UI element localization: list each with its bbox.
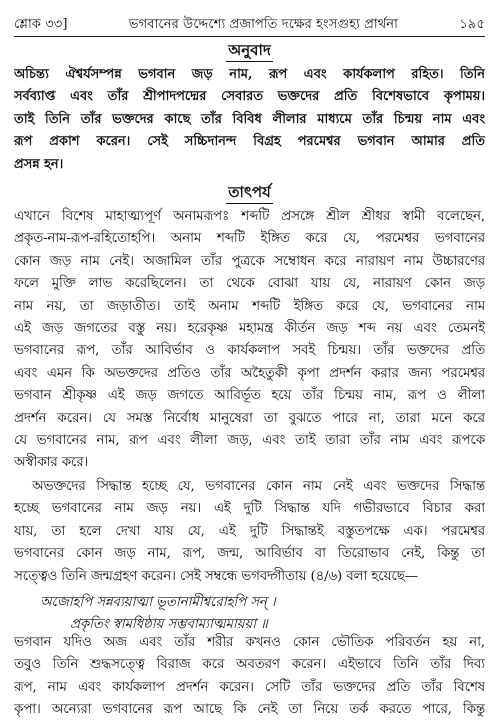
purport-paragraph-2 [14,476,485,588]
purport-heading: তাৎপর্য [0,182,499,204]
verse-reference: শ্লোক ৩৩] [14,17,68,32]
page-number: ১৯৫ [459,17,485,32]
purport-line: ভগবানের কোন জড় নাম, রূপ, জন্ম, আবির্ভাব বা তিরোভাব নেই, কিন্তু তা [14,546,485,562]
purport-line: অভক্তদের সিদ্ধান্ত হচ্ছে যে, ভগবানের কোন নাম নেই এবং ভক্তদের সিদ্ধান্ত [32,479,485,494]
translation-text [14,64,485,176]
purport-line: যে ভগবানের নাম, রূপ এবং লীলা জড়, এবং তাই তারা তাঁর নাম এবং রূপকে [14,432,485,448]
purport-line: ভগবান যদিও অজ এবং তাঁর শরীর কখনও কোন ভৌতিক পরিবর্তন হয় না, [14,635,485,650]
translation-line: প্রসন্ন হন। [14,156,64,172]
translation-line: তাই তিনি তাঁর ভক্তদের কাছে তাঁর বিবিধ লীলার মাধ্যমে তাঁর চিন্ময় নাম এবং [14,111,485,127]
running-header [14,8,485,37]
purport-line: কৃপা। অন্যেরা ভগবানের রূপ আছে কি নেই তা নিয়ে তর্ক করতে পারে, কিন্তু [14,702,485,718]
purport-line: কোন জড় নাম নেই। অজামিল তাঁর পুত্রকে সম্বোধন করে নারায়ণ নাম উচ্চারণের [14,253,485,269]
purport-paragraph-3 [14,632,485,722]
purport-line: যায়, তা হলে দেখা যায় যে, এই দুটি সিদ্ধান্তই বস্তুতপক্ষে এক। পরমেশ্বর [14,523,485,539]
translation-line: রূপ প্রকাশ করেন। সেই সচ্চিদানন্দ বিগ্রহ পরমেশ্বর ভগবান আমার প্রতি [14,134,485,150]
translation-line: অচিন্ত্য ঐশ্বর্যসম্পন্ন ভগবান জড় নাম, রূপ এবং কার্যকলাপ রহিত। তিনি [14,67,485,82]
purport-line: রূপ, নাম এবং কার্যকলাপ প্রদর্শন করেন। সেটি তাঁর ভক্তদের প্রতি তাঁর বিশেষ [14,679,485,695]
purport-line: ভগবানের রূপ, তাঁর আবির্ভাব ও কার্যকলাপ সবই চিন্ময়। তাঁর ভক্তদের প্রতি [14,343,485,359]
purport-paragraph-1 [14,206,485,475]
purport-line: ফলে মুক্তি লাভ করেছিলেন। তা থেকে বোঝা যায় যে, নারায়ণ কোন জড় [14,276,485,292]
purport-line: প্রকৃত-নাম-রূপ-রহিতোহপি। অনাম শব্দটি ইঙ্গিত করে যে, পরমেশ্বর ভগবানের [14,231,485,247]
verse-line: অজোহপি সন্নব্যয়াত্মা ভূতানামীশ্বরোহপি সন্ । [40,595,276,610]
purport-line: এই জড় জগতের বস্তু নয়। হরেকৃষ্ণ মহামন্ত্র কীর্তন জড় শব্দ নয় এবং তেমনই [14,320,485,336]
purport-line: ভগবান শ্রীকৃষ্ণ এই জড় জগতে আবির্ভূত হয়ে তাঁর চিন্ময় নাম, রূপ ও লীলা [14,388,485,404]
purport-line: এখানে বিশেষ মাহাত্ম্যপূর্ণ অনামরূপঃ শব্দটি প্রসঙ্গে শ্রীল শ্রীধর স্বামী বলেছেন, [14,209,485,224]
purport-line: সত্ত্বেও তিনি জন্মগ্রহণ করেন। সেই সম্বন্ধে ভগবদ্গীতায় (৪/৬) বলা হয়েছে— [14,568,418,584]
gita-verse [40,592,479,637]
chapter-title: ভগবানের উদ্দেশ্যে প্রজাপতি দক্ষের হংসগুহ্য প্রার্থনা [128,17,398,32]
purport-line: অস্বীকার করে। [14,455,89,471]
translation-heading: অনুবাদ [0,40,499,62]
purport-line: এবং এমন কি অভক্তদের প্রতিও তাঁর অহৈতুকী কৃপা প্রদর্শন করার জন্য পরমেশ্বর [14,365,485,381]
translation-line: সর্বব্যাপ্ত এবং তাঁর শ্রীপাদপদ্মের সেবারত ভক্তদের প্রতি বিশেষভাবে কৃপাময়। [14,89,485,105]
purport-line: নাম নয়, তা জড়াতীত। তাই অনাম শব্দটি ইঙ্গিত করে যে, ভগবানের নাম [14,298,485,314]
purport-line: তবুও তিনি শুদ্ধসত্ত্বে বিরাজ করে অবতরণ করেন। এইভাবে তিনি তাঁর দিব্য [14,657,485,673]
purport-line: হচ্ছে ভগবানের নাম জড় নয়। এই দুটি সিদ্ধান্ত যদি গভীরভাবে বিচার করা [14,501,485,517]
purport-line: প্রদর্শন করেন। যে সমস্ত নির্বোধ মানুষেরা তা বুঝতে পারে না, তারা মনে করে [14,410,485,426]
verse-line: প্রকৃতিং স্বামধিষ্ঠায় সম্ভবাম্যাত্মমায়য়া ॥ [70,617,268,633]
